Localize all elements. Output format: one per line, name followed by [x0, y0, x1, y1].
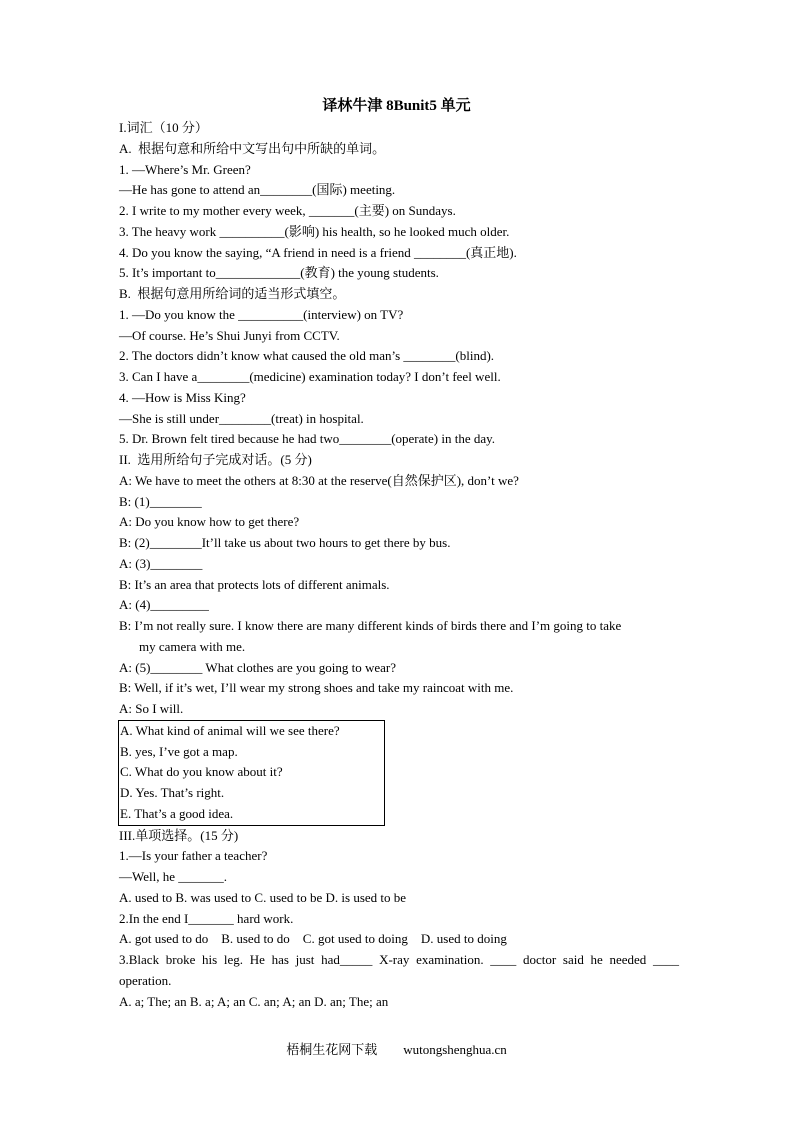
section-1-heading: I.词汇（10 分） [119, 120, 208, 135]
part-a-line: 3. The heavy work __________(影响) his health, so he looked much older. [119, 223, 510, 239]
option-item: A. What kind of animal will we see there? [120, 722, 340, 738]
part-b-line: 5. Dr. Brown felt tired because he had two________(operate) in the day. [119, 431, 496, 447]
page-footer: 梧桐生花网下载 wutongshenghua.cn [286, 1042, 507, 1057]
option-item: B. yes, I’ve got a map. [120, 743, 238, 759]
question-line: 3.Black broke his leg. He has just had_____ X-ray examination. ____ doctor said he needed ____ operation. [119, 952, 679, 988]
part-b-line: 1. —Do you know the __________(interview) on TV? [119, 306, 404, 322]
part-a-line: —He has gone to attend an________(国际) meeting. [119, 182, 396, 198]
section-2-heading: II. 选用所给句子完成对话。(5 分) [119, 452, 312, 467]
question-line: 1.—Is your father a teacher? [119, 848, 268, 864]
part-b-line: —Of course. He’s Shui Junyi from CCTV. [119, 327, 340, 343]
document-body [119, 118, 679, 1012]
dialogue-line: A: So I will. [119, 701, 184, 716]
options-box [118, 720, 385, 826]
dialogue-line: A: We have to meet the others at 8:30 at the reserve(自然保护区), don’t we? [119, 472, 519, 488]
option-item: C. What do you know about it? [120, 764, 283, 780]
dialogue-line: B: It’s an area that protects lots of different animals. [119, 576, 390, 592]
section-3-heading: III.单项选择。(15 分) [119, 827, 239, 843]
part-a-line: 2. I write to my mother every week, _______(主要) on Sundays. [119, 203, 456, 218]
dialogue-line: A: (4)_________ [119, 597, 209, 613]
dialogue-line: B: I’m not really sure. I know there are many different kinds of birds there and I’m going to take [119, 618, 622, 633]
part-a-instruction: A. 根据句意和所给中文写出句中所缺的单词。 [119, 140, 386, 156]
part-a-line: 4. Do you know the saying, “A friend in need is a friend ________(真正地). [119, 244, 517, 260]
dialogue-line: A: (3)________ [119, 555, 203, 571]
part-b-line: —She is still under________(treat) in hospital. [119, 410, 364, 426]
dialogue-line-continuation: my camera with me. [139, 638, 246, 654]
question-options: A. got used to do B. used to do C. got used to doing D. used to doing [119, 931, 507, 947]
part-b-line: 3. Can I have a________(medicine) examination today? I don’t feel well. [119, 369, 501, 384]
part-b-instruction: B. 根据句意用所给词的适当形式填空。 [119, 286, 346, 301]
question-options: A. used to B. was used to C. used to be D. is used to be [119, 889, 407, 905]
dialogue-line: A: (5)________ What clothes are you going to wear? [119, 659, 397, 675]
dialogue-line: B: (1)________ [119, 493, 202, 509]
option-item: E. That’s a good idea. [120, 805, 234, 821]
option-item: D. Yes. That’s right. [120, 785, 225, 800]
dialogue-line: B: (2)________It’ll take us about two hours to get there by bus. [119, 535, 451, 550]
part-a-line: 1. —Where’s Mr. Green? [119, 161, 251, 177]
dialogue-line: A: Do you know how to get there? [119, 514, 300, 530]
part-a-line: 5. It’s important to_____________(教育) the young students. [119, 265, 439, 281]
dialogue-line: B: Well, if it’s wet, I’ll wear my strong shoes and take my raincoat with me. [119, 680, 514, 696]
question-line: —Well, he _______. [119, 869, 227, 884]
part-b-line: 2. The doctors didn’t know what caused the old man’s ________(blind). [119, 348, 495, 364]
part-b-line: 4. —How is Miss King? [119, 389, 246, 405]
page-title: 译林牛津 8Bunit5 单元 [322, 98, 471, 114]
question-line: 2.In the end I_______ hard work. [119, 910, 294, 926]
question-options: A. a; The; an B. a; A; an C. an; A; an D. an; The; an [119, 993, 389, 1009]
